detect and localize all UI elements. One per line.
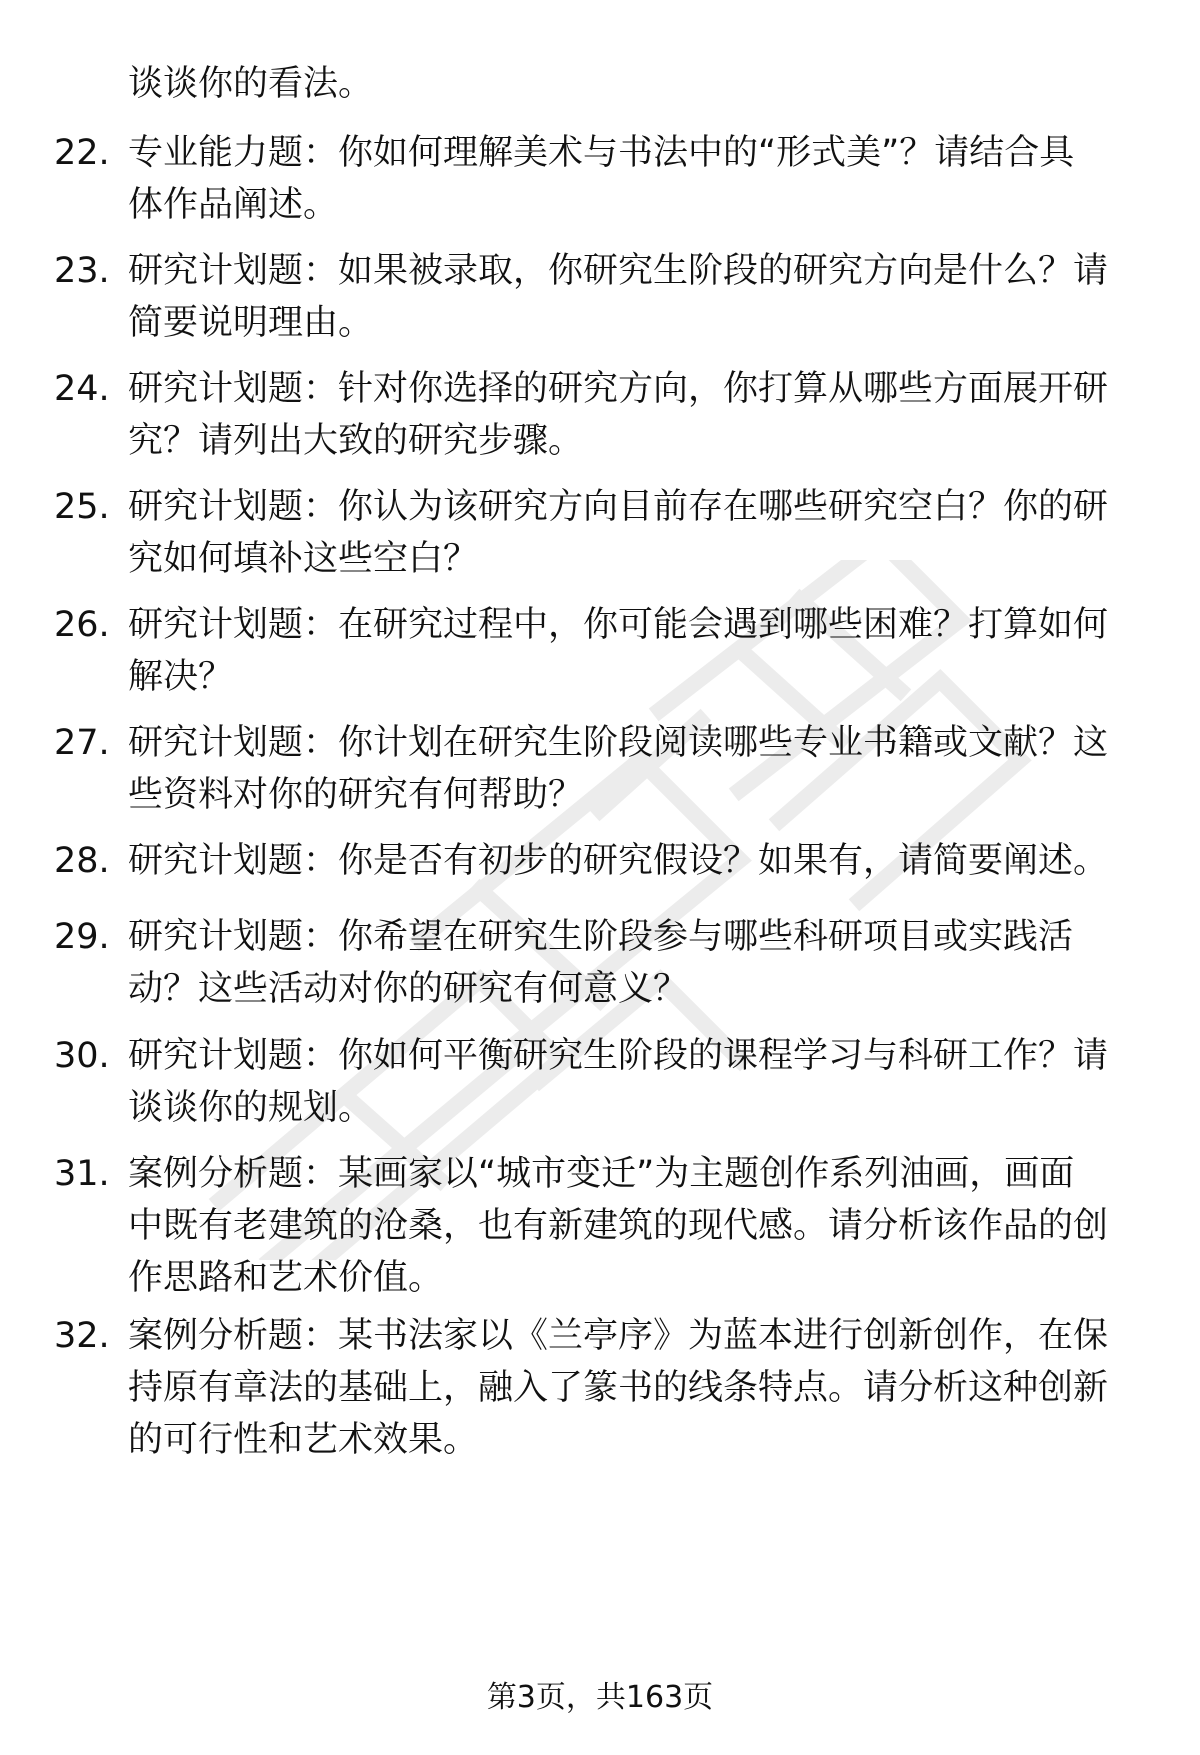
question-line: 专业能力题：你如何理解美术与书法中的“形式美”？请结合具: [128, 133, 1075, 173]
question-number: 28.: [54, 841, 110, 881]
page-footer: 第3页，共163页: [486, 1680, 714, 1715]
question-line: 谈谈你的规划。: [128, 1088, 374, 1128]
question-line: 解决？: [128, 657, 234, 697]
question-line: 研究计划题：在研究过程中，你可能会遇到哪些困难？打算如何: [128, 605, 1109, 645]
question-text: [128, 481, 1140, 585]
question-line: 案例分析题：某书法家以《兰亭序》为蓝本进行创新创作，在保: [128, 1316, 1109, 1356]
question-line: 研究计划题：你认为该研究方向目前存在哪些研究空白？你的研: [128, 487, 1109, 527]
question-number: 24.: [54, 369, 110, 409]
question-line: 些资料对你的研究有何帮助？: [128, 775, 584, 815]
question-line: 究如何填补这些空白？: [128, 539, 479, 579]
question-line: 研究计划题：你希望在研究生阶段参与哪些科研项目或实践活: [128, 917, 1074, 957]
question-line: 究？请列出大致的研究步骤。: [128, 421, 584, 461]
question-line: 作思路和艺术价值。: [128, 1258, 444, 1298]
question-number: 25.: [54, 487, 110, 527]
question-text: [128, 911, 1140, 1015]
question-number: 26.: [54, 605, 110, 645]
question-text: [128, 1148, 1140, 1304]
question-line: 研究计划题：如果被录取，你研究生阶段的研究方向是什么？请: [128, 251, 1109, 291]
question-line: 体作品阐述。: [128, 185, 339, 225]
question-text: [128, 1030, 1140, 1134]
question-text: [128, 835, 1140, 887]
question-number: 30.: [54, 1036, 110, 1076]
question-text: [128, 127, 1140, 231]
question-line: 的可行性和艺术效果。: [128, 1420, 479, 1460]
question-text: [128, 245, 1140, 349]
continuation-line: 谈谈你的看法。: [128, 64, 374, 104]
question-line: 简要说明理由。: [128, 303, 374, 343]
question-line: 持原有章法的基础上，融入了篆书的线条特点。请分析这种创新: [128, 1368, 1109, 1408]
question-line: 研究计划题：你是否有初步的研究假设？如果有，请简要阐述。: [128, 841, 1109, 881]
question-line: 研究计划题：你计划在研究生阶段阅读哪些专业书籍或文献？这: [128, 723, 1109, 763]
question-text: [128, 1310, 1140, 1466]
question-line: 案例分析题：某画家以“城市变迁”为主题创作系列油画，画面: [128, 1154, 1075, 1194]
question-text: [128, 717, 1140, 821]
question-number: 22.: [54, 133, 110, 173]
question-line: 中既有老建筑的沧桑，也有新建筑的现代感。请分析该作品的创: [128, 1206, 1109, 1246]
question-number: 31.: [54, 1154, 110, 1194]
question-number: 32.: [54, 1316, 110, 1356]
question-line: 动？这些活动对你的研究有何意义？: [128, 969, 689, 1009]
question-line: 研究计划题：针对你选择的研究方向，你打算从哪些方面展开研: [128, 369, 1109, 409]
question-number: 27.: [54, 723, 110, 763]
question-number: 23.: [54, 251, 110, 291]
question-text: [128, 599, 1140, 703]
question-line: 研究计划题：你如何平衡研究生阶段的课程学习与科研工作？请: [128, 1036, 1109, 1076]
question-number: 29.: [54, 917, 110, 957]
question-text: [128, 363, 1140, 467]
